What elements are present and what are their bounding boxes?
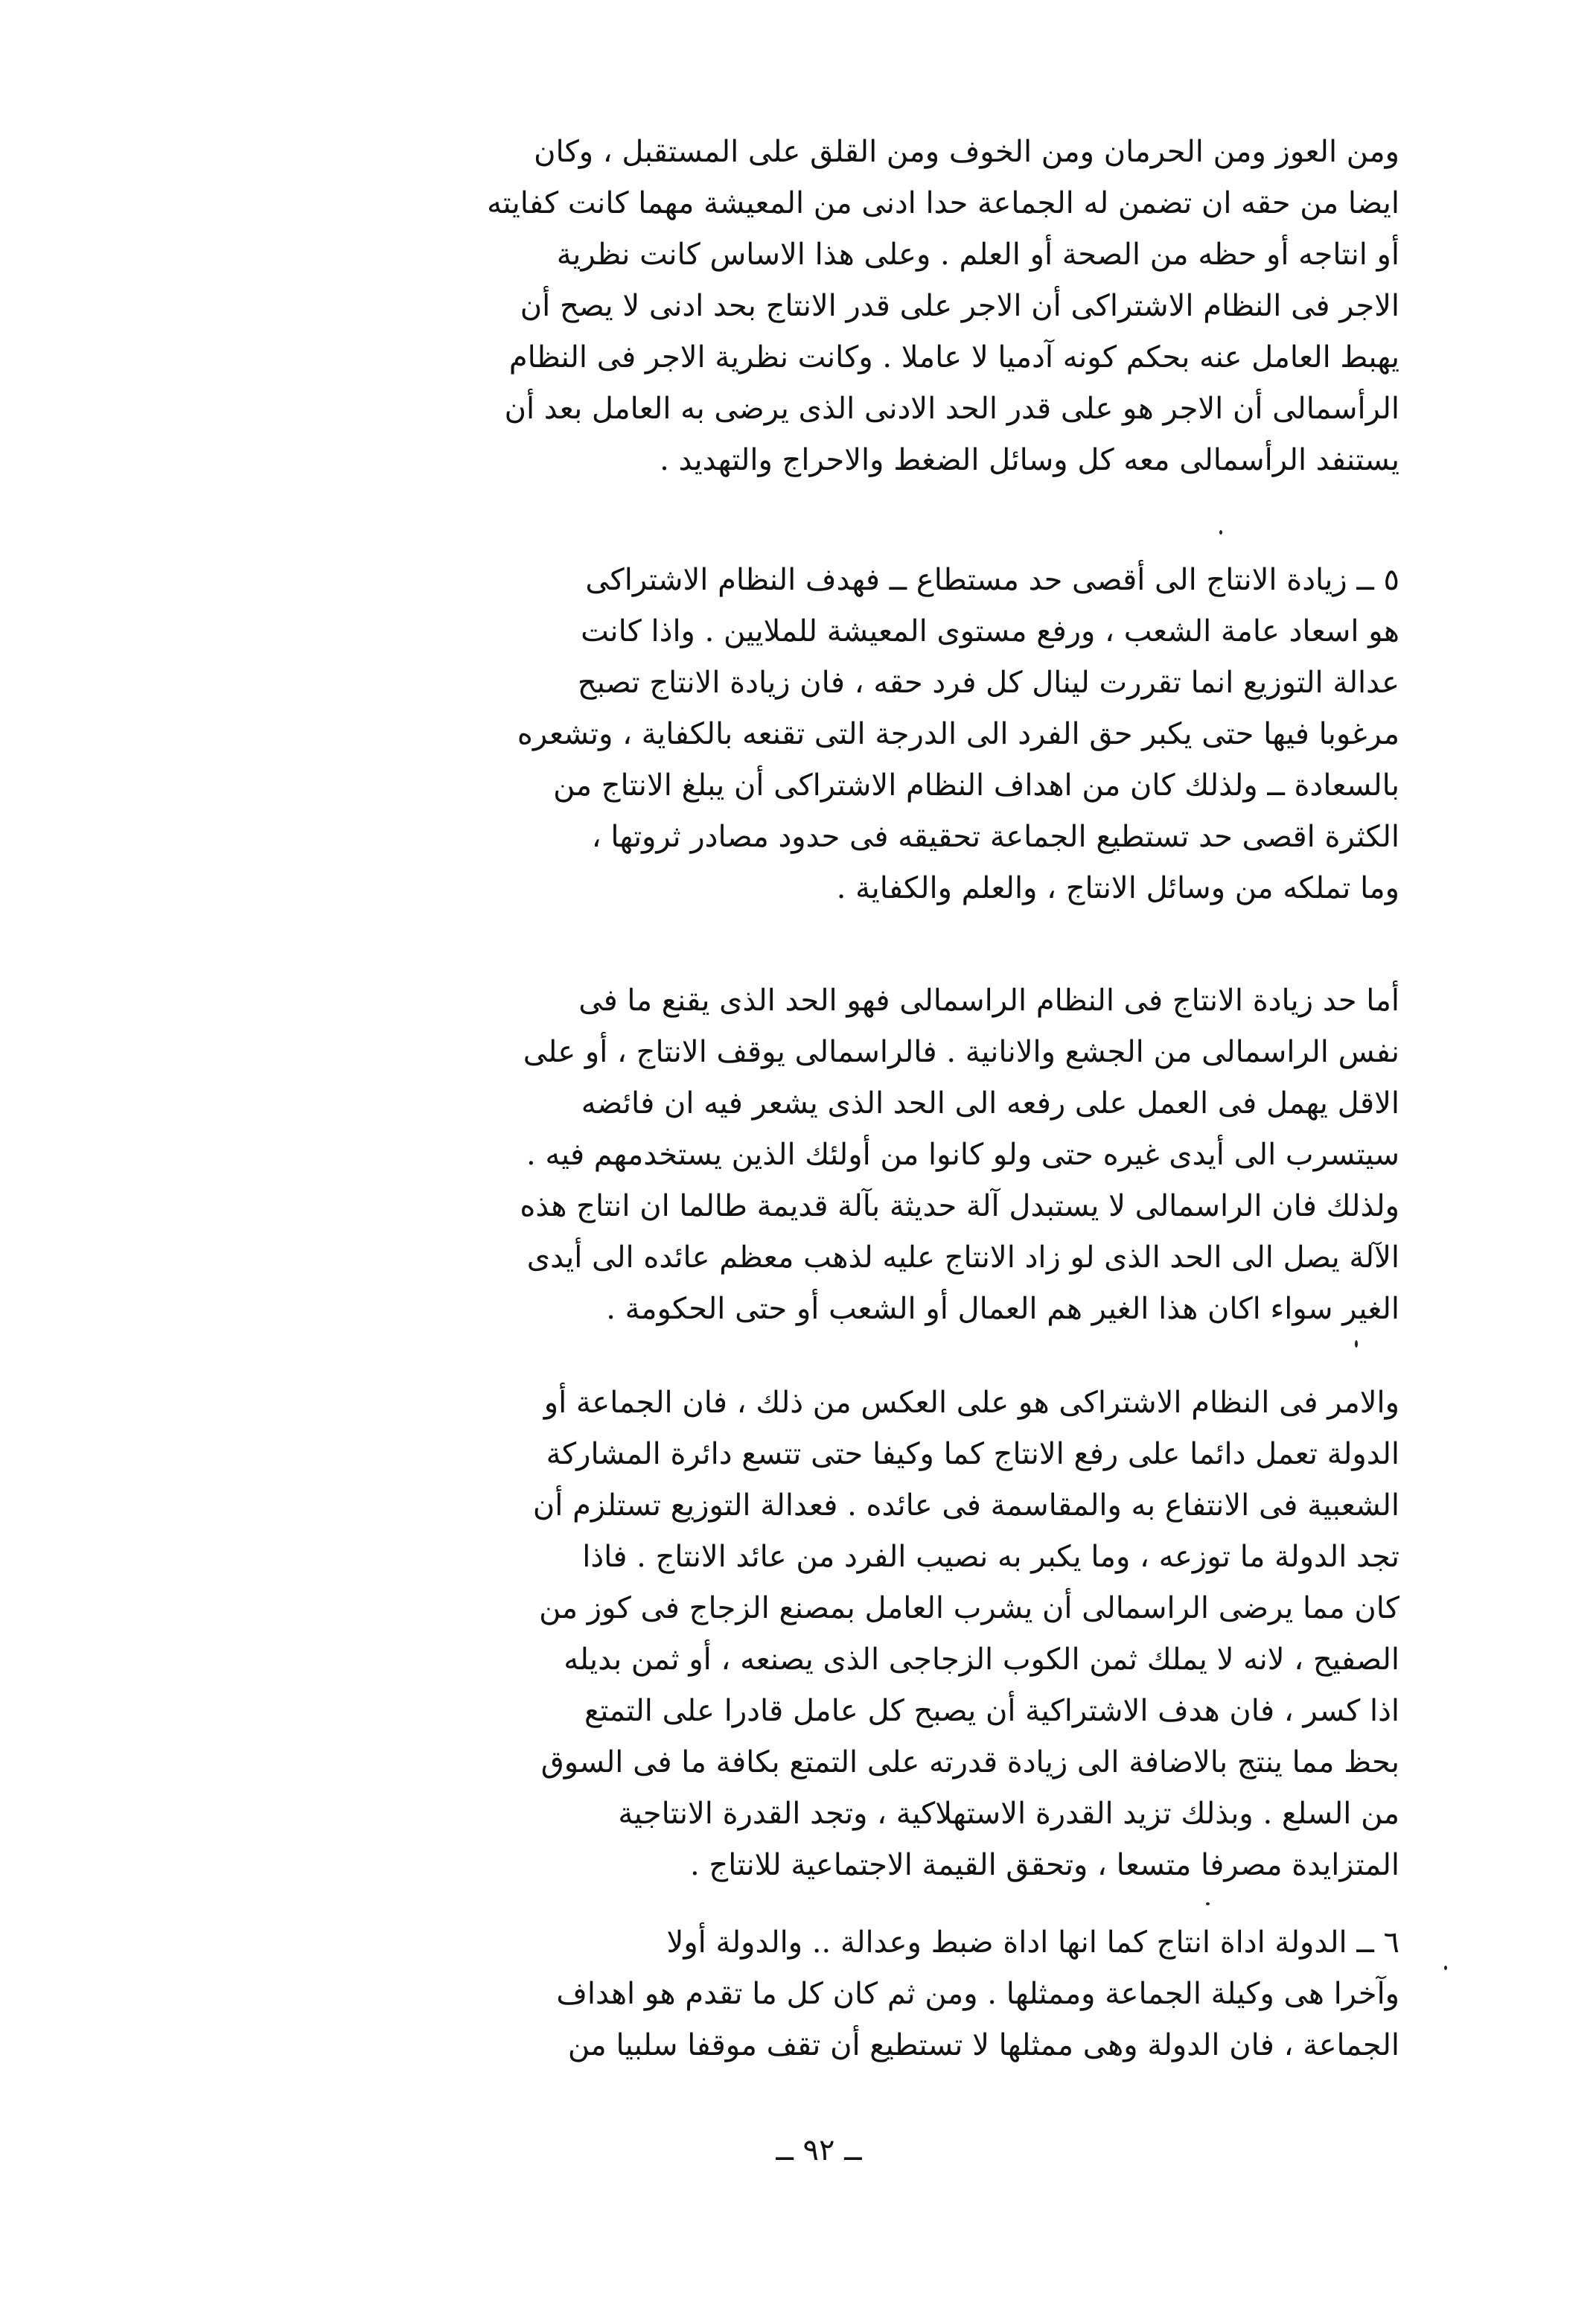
text-line: اذا كسر ، فان هدف الاشتراكية أن يصبح كل عامل قادرا على التمتع	[584, 1694, 1399, 1728]
text-line: ايضا من حقه ان تضمن له الجماعة حدا ادنى من المعيشة مهما كانت كفايته	[487, 186, 1399, 220]
text-line: الغير سواء اكان هذا الغير هم العمال أو الشعب أو حتى الحكومة .	[606, 1292, 1399, 1326]
text-line: وما تملكه من وسائل الانتاج ، والعلم والكفاية .	[836, 871, 1399, 905]
text-line: الاجر فى النظام الاشتراكى أن الاجر على قدر الانتاج بحد ادنى لا يصح أن	[520, 289, 1399, 323]
text-line: كان مما يرضى الراسمالى أن يشرب العامل بمصنع الزجاج فى كوز من	[539, 1591, 1399, 1625]
text-line: ٥ ــ زيادة الانتاج الى أقصى حد مستطاع ــ فهدف النظام الاشتراكى	[585, 563, 1399, 597]
text-line: الآلة يصل الى الحد الذى لو زاد الانتاج عليه لذهب معظم عائده الى أيدى	[526, 1240, 1399, 1275]
text-line: بحظ مما ينتج بالاضافة الى زيادة قدرته على التمتع بكافة ما فى السوق	[540, 1745, 1399, 1779]
scan-speck	[1444, 1966, 1447, 1970]
text-line: مرغوبا فيها حتى يكبر حق الفرد الى الدرجة التى تقنعه بالكفاية ، وتشعره	[517, 717, 1399, 751]
text-line: بالسعادة ــ ولذلك كان من اهداف النظام الاشتراكى أن يبلغ الانتاج من	[553, 768, 1399, 803]
paragraph-2	[238, 555, 1399, 914]
text-line: الدولة تعمل دائما على رفع الانتاج كما وكيفا حتى تتسع دائرة المشاركة	[546, 1437, 1399, 1471]
text-line: يهبط العامل عنه بحكم كونه آدميا لا عاملا . وكانت نظرية الاجر فى النظام	[508, 340, 1399, 375]
text-line: والامر فى النظام الاشتراكى هو على العكس من ذلك ، فان الجماعة أو	[543, 1386, 1399, 1420]
text-line: الاقل يهمل فى العمل على رفعه الى الحد الذى يشعر فيه ان فائضه	[581, 1086, 1399, 1121]
text-line: يستنفد الرأسمالى معه كل وسائل الضغط والاحراج والتهديد .	[660, 443, 1399, 477]
text-line: الكثرة اقصى حد تستطيع الجماعة تحقيقه فى حدود مصادر ثروتها ،	[591, 820, 1399, 854]
text-line: الصفيح ، لانه لا يملك ثمن الكوب الزجاجى الذى يصنعه ، أو ثمن بديله	[564, 1642, 1399, 1677]
text-line: ولذلك فان الراسمالى لا يستبدل آلة حديثة بآلة قديمة طالما ان انتاج هذه	[520, 1189, 1399, 1223]
paragraph-4	[238, 1377, 1399, 1891]
text-line: نفس الراسمالى من الجشع والانانية . فالراسمالى يوقف الانتاج ، أو على	[523, 1035, 1399, 1069]
text-line: المتزايدة مصرفا متسعا ، وتحقق القيمة الاجتماعية للانتاج .	[690, 1848, 1399, 1882]
text-line: ومن العوز ومن الحرمان ومن الخوف ومن القلق على المستقبل ، وكان	[534, 135, 1399, 169]
text-line: هو اسعاد عامة الشعب ، ورفع مستوى المعيشة للملايين . واذا كانت	[581, 614, 1399, 648]
text-line: من السلع . وبذلك تزيد القدرة الاستهلاكية ، وتجد القدرة الانتاجية	[618, 1797, 1399, 1831]
document-page	[238, 119, 1399, 2263]
paragraph-5	[238, 1917, 1399, 2071]
text-line: الجماعة ، فان الدولة وهى ممثلها لا تستطيع أن تقف موقفا سلبيا من	[567, 2028, 1399, 2062]
text-line: أما حد زيادة الانتاج فى النظام الراسمالى فهو الحد الذى يقنع ما فى	[578, 984, 1399, 1018]
text-line: تجد الدولة ما توزعه ، وما يكبر به نصيب الفرد من عائد الانتاج . فاذا	[582, 1540, 1399, 1574]
text-line: الشعبية فى الانتفاع به والمقاسمة فى عائده . فعدالة التوزيع تستلزم أن	[532, 1488, 1399, 1523]
text-line: الرأسمالى أن الاجر هو على قدر الحد الادنى الذى يرضى به العامل بعد أن	[504, 392, 1399, 426]
text-line: سيتسرب الى أيدى غيره حتى ولو كانوا من أولئك الذين يستخدمهم فيه .	[526, 1138, 1399, 1172]
paragraph-1	[238, 127, 1399, 486]
text-line: ٦ ــ الدولة اداة انتاج كما انها اداة ضبط وعدالة .. والدولة أولا	[666, 1925, 1399, 1960]
scan-speck	[1206, 1902, 1210, 1905]
scan-speck	[1355, 1340, 1358, 1348]
text-line: أو انتاجه أو حظه من الصحة أو العلم . وعلى هذا الاساس كانت نظرية	[556, 238, 1399, 272]
scan-speck	[1219, 530, 1222, 535]
text-line: وآخرا هى وكيلة الجماعة وممثلها . ومن ثم كان كل ما تقدم هو اهداف	[556, 1977, 1399, 2011]
text-line: عدالة التوزيع انما تقررت لينال كل فرد حقه ، فان زيادة الانتاج تصبح	[577, 666, 1399, 700]
paragraph-3	[238, 975, 1399, 1335]
page-number: ــ ٩٢ ــ	[776, 2133, 862, 2167]
